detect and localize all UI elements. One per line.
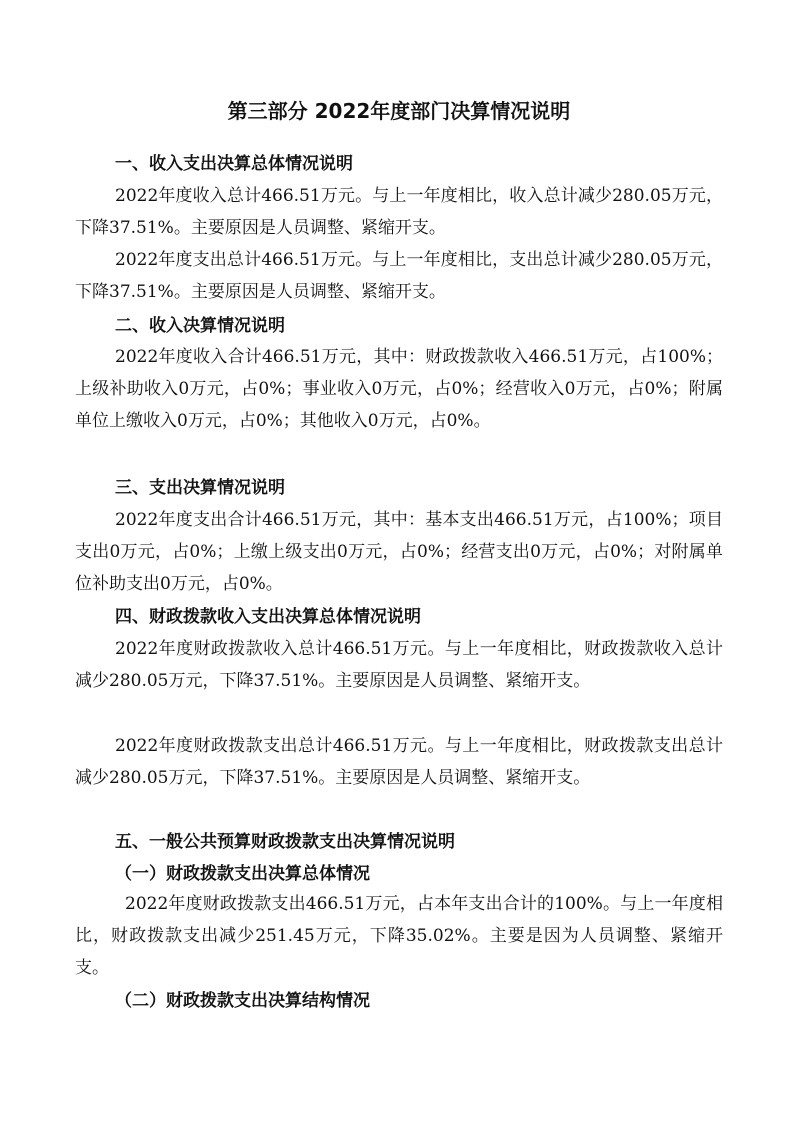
paragraph-fiscal-expenditure-overall: 2022年度财政拨款支出466.51万元，占本年支出合计的100%。与上一年度相比，财政拨款支出减少251.45万元，下降35.02%。主要是因为人员调整、紧缩开支。 <box>75 894 723 978</box>
section-heading-general-public-budget: 五、一般公共预算财政拨款支出决算情况说明 <box>115 832 455 852</box>
section-heading-income-expenditure-overview: 一、收入支出决算总体情况说明 <box>115 154 353 174</box>
paragraph-income-breakdown: 2022年度收入合计466.51万元，其中：财政拨款收入466.51万元，占100%；上级补助收入0万元，占0%；事业收入0万元，占0%；经营收入0万元，占0%；附属单位上缴收入0万元，占0%；其他收入0万元，占0%。 <box>75 347 723 431</box>
subsection-heading-overall: （一）财政拨款支出决算总体情况 <box>115 864 370 884</box>
paragraph-total-expenditure: 2022年度支出总计466.51万元。与上一年度相比，支出总计减少280.05万元，下降37.51%。主要原因是人员调整、紧缩开支。 <box>75 250 723 302</box>
section-heading-fiscal-appropriation: 四、财政拨款收入支出决算总体情况说明 <box>115 607 421 627</box>
section-heading-expenditure: 三、支出决算情况说明 <box>115 478 285 498</box>
paragraph-expenditure-breakdown: 2022年度支出合计466.51万元，其中：基本支出466.51万元，占100%；项目支出0万元，占0%；上缴上级支出0万元，占0%；经营支出0万元，占0%；对附属单位补助支出0万元，占0%。 <box>75 510 723 594</box>
paragraph-fiscal-income: 2022年度财政拨款收入总计466.51万元。与上一年度相比，财政拨款收入总计减少280.05万元，下降37.51%。主要原因是人员调整、紧缩开支。 <box>75 639 723 691</box>
document-title: 第三部分 2022年度部门决算情况说明 <box>227 99 571 123</box>
paragraph-total-income: 2022年度收入总计466.51万元。与上一年度相比，收入总计减少280.05万元，下降37.51%。主要原因是人员调整、紧缩开支。 <box>75 186 723 238</box>
section-heading-income: 二、收入决算情况说明 <box>115 316 285 336</box>
subsection-heading-structure: （二）财政拨款支出决算结构情况 <box>115 991 370 1011</box>
paragraph-fiscal-expenditure: 2022年度财政拨款支出总计466.51万元。与上一年度相比，财政拨款支出总计减少280.05万元，下降37.51%。主要原因是人员调整、紧缩开支。 <box>75 736 723 788</box>
